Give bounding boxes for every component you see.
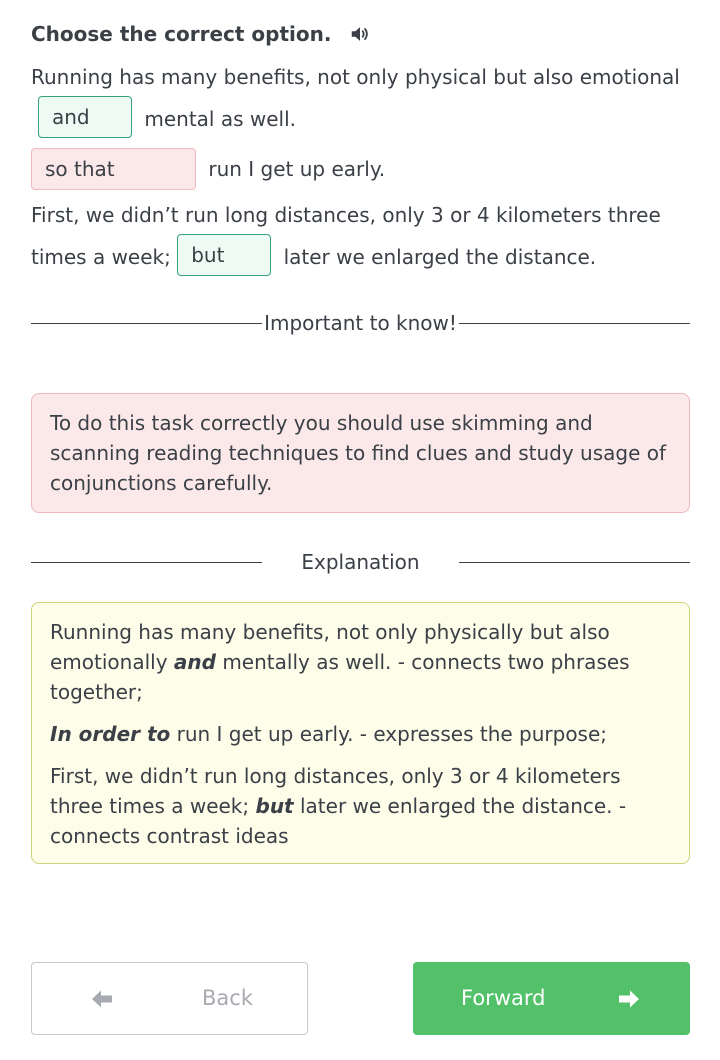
back-label: Back [202, 986, 253, 1010]
answer-box-so-that[interactable]: so that [31, 148, 196, 190]
divider-line [31, 562, 262, 563]
answer-box-and[interactable]: and [38, 96, 132, 138]
divider-line [31, 323, 262, 324]
task-title: Choose the correct option. [31, 22, 332, 46]
explanation-text: Running has many benefits, not only physically but also emotionally [50, 620, 610, 674]
sentence-3 [31, 194, 701, 278]
important-divider [31, 308, 690, 338]
explanation-box [31, 602, 690, 864]
divider-line [459, 562, 690, 563]
sentence-1 [31, 56, 701, 140]
explanation-item-2 [50, 719, 671, 749]
explanation-item-3 [50, 761, 671, 851]
important-note: To do this task correctly you should use skimming and scanning reading techniques to find clues and study usage of conjunctions carefully. [31, 393, 690, 513]
forward-button[interactable] [413, 962, 690, 1035]
explanation-text: mentally as well. - connects two phrases together; [50, 650, 630, 704]
forward-label: Forward [461, 986, 546, 1010]
explanation-text: First, we didn’t run long distances, only 3 or 4 kilometers three times a week; [50, 764, 621, 818]
explanation-keyword: but [255, 794, 294, 818]
explanation-keyword: In order to [50, 722, 171, 746]
explanation-keyword: and [173, 650, 216, 674]
sentence-2-after: run I get up early. [208, 157, 386, 181]
sentence-2 [31, 148, 701, 190]
explanation-heading: Explanation [301, 550, 420, 574]
back-button[interactable] [31, 962, 308, 1035]
sentence-3-before: First, we didn’t run long distances, only 3 or 4 kilometers three times a week; [31, 203, 661, 269]
arrow-right-icon [617, 987, 641, 1011]
sentence-1-after: mental as well. [144, 107, 296, 131]
explanation-divider [31, 547, 690, 577]
task-header [31, 22, 371, 46]
sentence-3-after: later we enlarged the distance. [283, 245, 597, 269]
important-heading: Important to know! [264, 311, 457, 335]
sentence-1-before: Running has many benefits, not only physical but also emotional [31, 65, 680, 89]
speaker-icon[interactable] [349, 23, 371, 45]
explanation-item-1 [50, 617, 671, 707]
explanation-text: later we enlarged the distance. - connects contrast ideas [50, 794, 627, 848]
answer-box-but[interactable]: but [177, 234, 271, 276]
divider-line [459, 323, 690, 324]
arrow-left-icon [90, 987, 114, 1011]
explanation-text: run I get up early. - expresses the purpose; [170, 722, 608, 746]
